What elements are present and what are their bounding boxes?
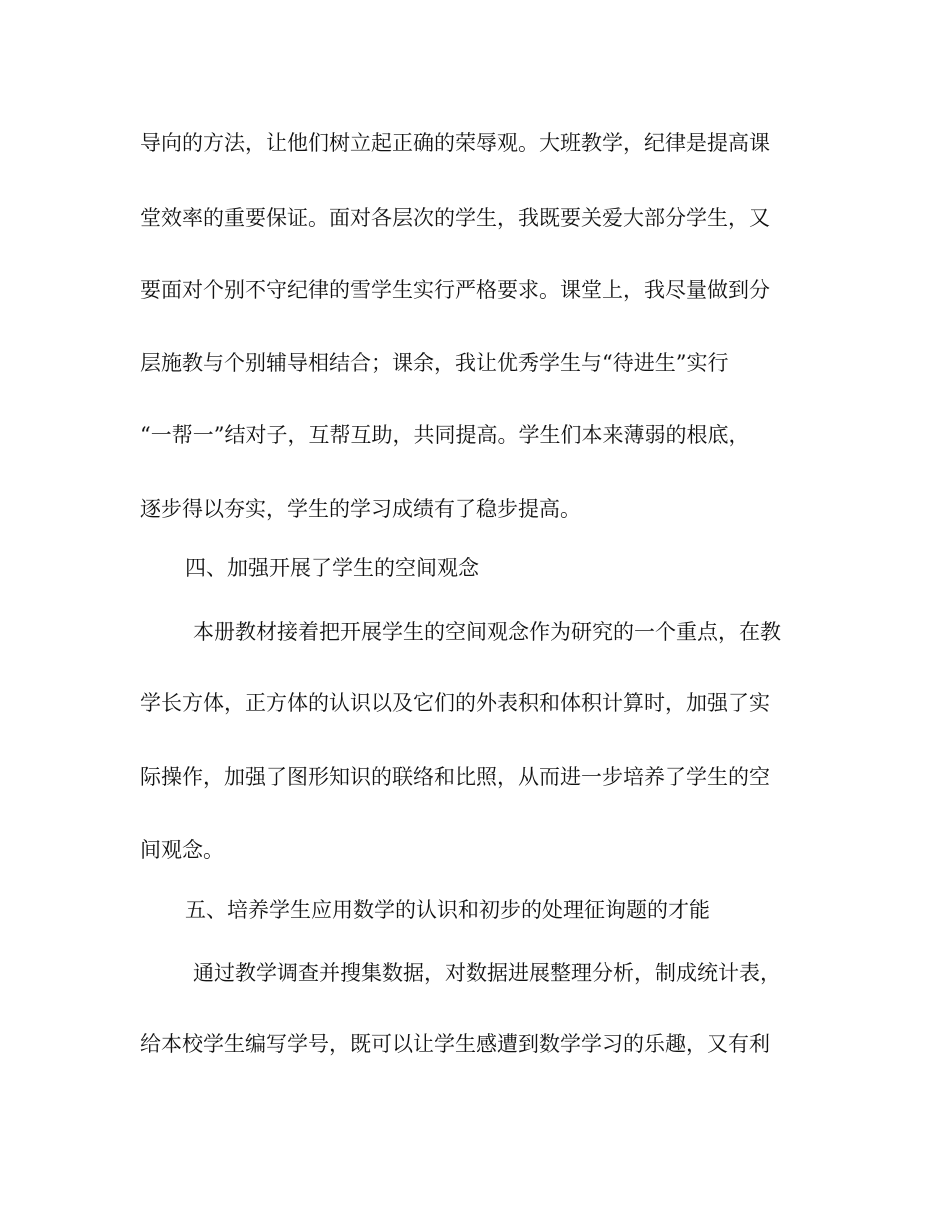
- section-heading: 五、培养学生应用数学的认识和初步的处理征询题的才能: [185, 898, 710, 922]
- body-text-line: 际操作，加强了图形知识的联络和比照，从而进一步培养了学生的空: [140, 765, 770, 789]
- body-text-line: 本册教材接着把开展学生的空间观念作为研究的一个重点，在教: [193, 620, 781, 644]
- body-text-line: 导向的方法，让他们树立起正确的荣辱观。大班教学，纪律是提高课: [140, 131, 770, 155]
- body-text-line: 学长方体，正方体的认识以及它们的外表积和体积计算时，加强了实: [140, 691, 770, 715]
- body-text-line: 要面对个别不守纪律的雪学生实行严格要求。课堂上，我尽量做到分: [140, 278, 770, 302]
- body-text-line: 堂效率的重要保证。面对各层次的学生，我既要关爱大部分学生，又: [140, 206, 770, 230]
- section-heading: 四、加强开展了学生的空间观念: [185, 556, 479, 580]
- body-text-line: 层施教与个别辅导相结合；课余，我让优秀学生与“待进生”实行: [140, 351, 729, 375]
- body-text-line: 给本校学生编写学号，既可以让学生感遭到数学学习的乐趣，又有利: [140, 1032, 770, 1056]
- body-text-line: 通过教学调查并搜集数据，对数据进展整理分析，制成统计表，: [193, 961, 781, 985]
- body-text-line: 逐步得以夯实，学生的学习成绩有了稳步提高。: [140, 497, 581, 521]
- body-text-line: “一帮一”结对子，互帮互助，共同提高。学生们本来薄弱的根底，: [140, 423, 750, 447]
- body-text-line: 间观念。: [140, 838, 224, 862]
